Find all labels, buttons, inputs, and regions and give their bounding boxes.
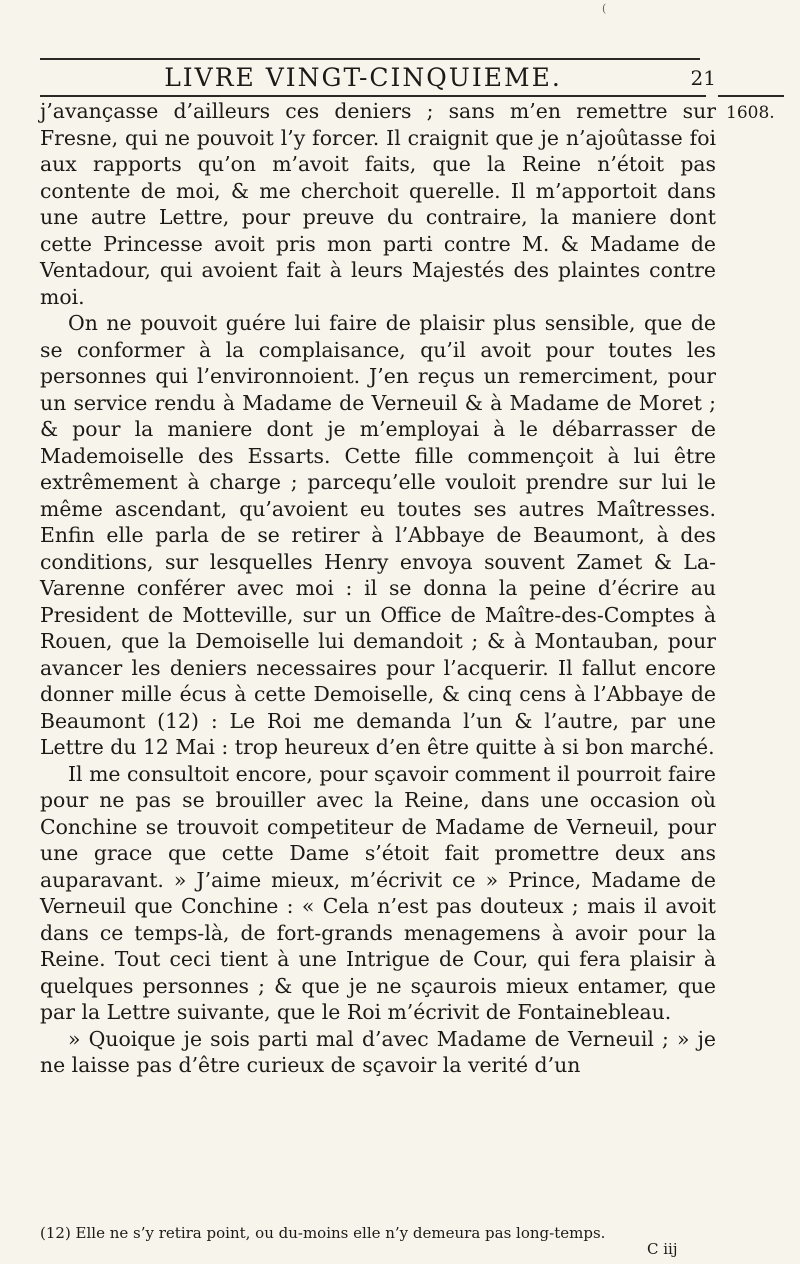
paragraph-2: On ne pouvoit guére lui faire de plaisir plus sensible, que de se conformer à la complaisance, qu’il avoit pour toutes les personnes qui l’environnoient. J’en reçus un remerciment, pour un service rendu à Madame de Verneuil & à Madame de Moret ; & pour la maniere dont je m’employai à le débarrasser de Mademoiselle des Essarts. Cette fille commençoit à lui être extrêmement à charge ; parcequ’elle vouloit prendre sur lui le même ascendant, qu’avoient eu toutes ses autres Maîtresses. Enfin elle parla de se retirer à l’Abbaye de Beaumont, à des conditions, sur lesquelles Henry envoya souvent Zamet & La-Varenne conférer avec moi : il se donna la peine d’écrire au President de Motteville, sur un Office de Maître-des-Comptes à Rouen, que la Demoiselle lui demandoit ; & à Montauban, pour avancer les deniers necessaires pour l’acquerir. Il fallut encore donner mille écus à cette Demoiselle, & cinq cens à l’Abbaye de Beaumont (12) : Le Roi me demanda l’un & l’autre, par une Lettre du 12 Mai : trop heureux d’en être quitte à si bon marché. bbox=[40, 311, 716, 759]
body-text bbox=[40, 98, 716, 1079]
running-title: LIVRE VINGT-CINQUIEME. bbox=[164, 63, 562, 92]
paragraph-1: j’avançasse d’ailleurs ces deniers ; sans m’en remettre sur Fresne, qui ne pouvoit l’y forcer. Il craignit que je n’ajoûtasse foi aux rapports qu’on m’avoit faits, que la Reine n’étoit pas contente de moi, & me cherchoit querelle. Il m’apportoit dans une autre Lettre, pour preuve du contraire, la maniere dont cette Princesse avoit pris mon parti contre M. & Madame de Ventadour, qui avoient fait à leurs Majestés des plaintes contre moi. bbox=[40, 99, 716, 309]
top-rule bbox=[40, 58, 700, 60]
running-head bbox=[40, 64, 716, 92]
paragraph-3: Il me consultoit encore, pour sçavoir comment il pourroit faire pour ne pas se brouiller avec la Reine, dans une occasion où Conchine se trouvoit competiteur de Madame de Verneuil, pour une grace que cette Dame s’étoit fait promettre deux ans auparavant. » J’aime mieux, m’écrivit ce » Prince, Madame de Verneuil que Conchine : « Cela n’est pas douteux ; mais il avoit dans ce temps-là, de fort-grands menagemens à avoir pour la Reine. Tout ceci tient à une Intrigue de Cour, qui fera plaisir à quelques personnes ; & que je ne sçaurois mieux entamer, que par la Lettre suivante, que le Roi m’écrivit de Fontainebleau. bbox=[40, 761, 716, 1024]
margin-rule bbox=[718, 95, 784, 97]
paragraph-4: » Quoique je sois parti mal d’avec Madame de Verneuil ; » je ne laisse pas d’être curieux de sçavoir la verité d’un bbox=[40, 1026, 716, 1077]
top-edge-mark: ( bbox=[602, 2, 607, 15]
signature-mark: C iij bbox=[647, 1240, 678, 1258]
page-number: 21 bbox=[690, 66, 716, 90]
footnote: (12) Elle ne s’y retira point, ou du-moins elle n’y demeura pas long-temps. bbox=[40, 1224, 606, 1242]
header-rule bbox=[40, 95, 706, 97]
margin-year: 1608. bbox=[726, 103, 775, 123]
